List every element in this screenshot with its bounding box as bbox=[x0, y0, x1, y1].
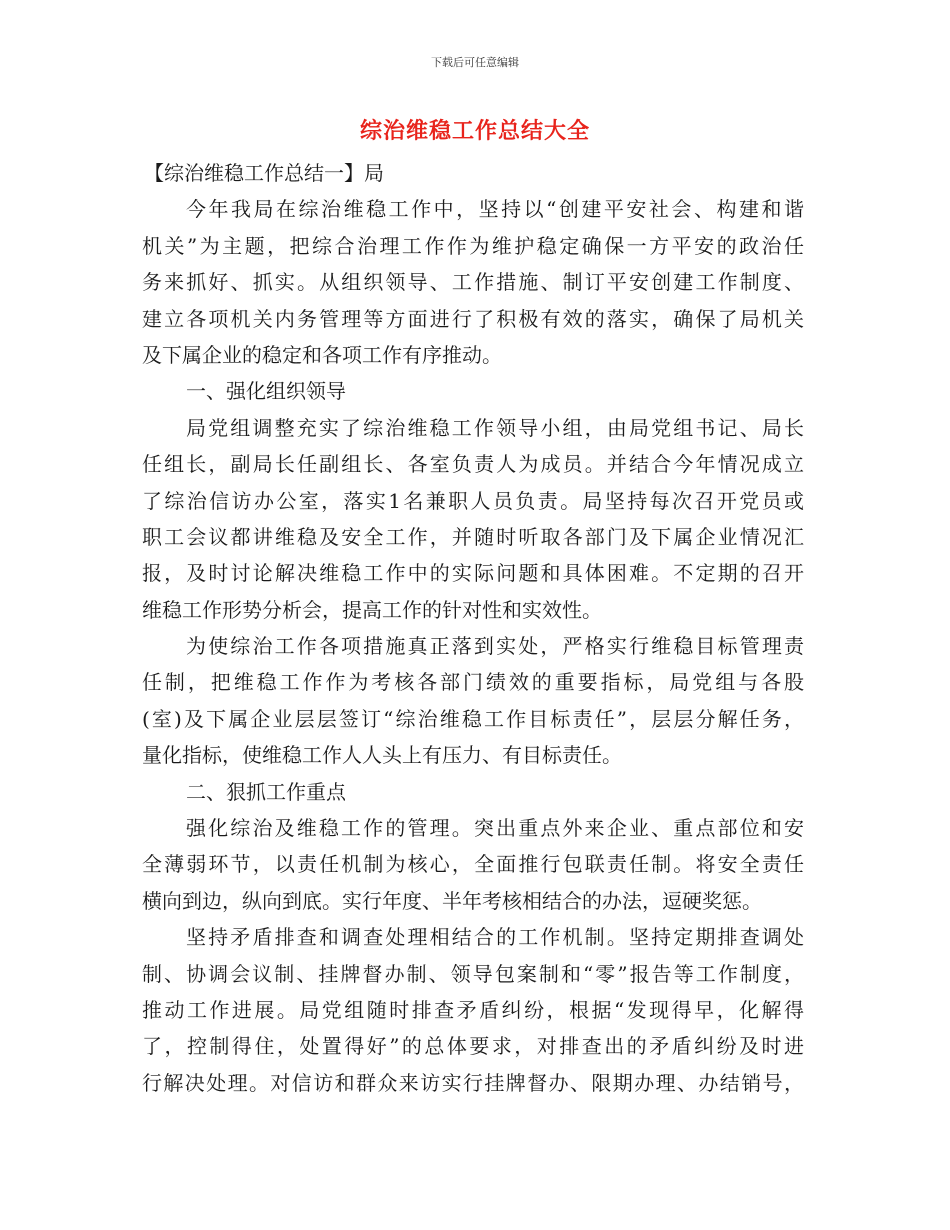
text-line: 务来抓好、抓实。从组织领导、工作措施、制订平安创建工作制度、 bbox=[142, 270, 804, 295]
text-line: 今年我局在综治维稳工作中，坚持以“创建平安社会、构建和谐 bbox=[186, 197, 804, 222]
text-line: 为使综治工作各项措施真正落到实处，严格实行维稳目标管理责 bbox=[186, 634, 804, 659]
text-line: 及下属企业的稳定和各项工作有序推动。 bbox=[142, 342, 502, 367]
text-line: 了综治信访办公室，落实1名兼职人员负责。局坚持每次召开党员或 bbox=[142, 488, 804, 513]
text-line: 机关”为主题，把综合治理工作作为维护稳定确保一方平安的政治任 bbox=[142, 233, 804, 258]
text-line: 【综治维稳工作总结一】局 bbox=[144, 161, 384, 185]
text-line: 量化指标，使维稳工作人人头上有压力、有目标责任。 bbox=[142, 743, 622, 768]
text-line: 全薄弱环节，以责任机制为核心，全面推行包联责任制。将安全责任 bbox=[142, 852, 804, 877]
text-line: 职工会议都讲维稳及安全工作，并随时听取各部门及下属企业情况汇 bbox=[142, 524, 804, 549]
text-line: 行解决处理。对信访和群众来访实行挂牌督办、限期办理、办结销号， bbox=[142, 1070, 804, 1095]
text-line: 二、狠抓工作重点 bbox=[186, 779, 346, 804]
text-line: 维稳工作形势分析会，提高工作的针对性和实效性。 bbox=[142, 597, 602, 622]
text-line: 制、协调会议制、挂牌督办制、领导包案制和“零”报告等工作制度， bbox=[142, 961, 804, 986]
text-line: 任制，把维稳工作作为考核各部门绩效的重要指标，局党组与各股 bbox=[142, 670, 804, 695]
text-line: 一、强化组织领导 bbox=[186, 379, 346, 404]
document-title: 综治维稳工作总结大全 bbox=[359, 119, 590, 144]
text-line: 局党组调整充实了综治维稳工作领导小组，由局党组书记、局长 bbox=[186, 415, 804, 440]
text-line: 了，控制得住，处置得好”的总体要求，对排查出的矛盾纠纷及时进 bbox=[142, 1034, 804, 1059]
text-line: 建立各项机关内务管理等方面进行了积极有效的落实，确保了局机关 bbox=[142, 306, 804, 331]
header-note: 下载后可任意编辑 bbox=[431, 56, 519, 69]
text-line: 横向到边，纵向到底。实行年度、半年考核相结合的办法，逗硬奖惩。 bbox=[142, 888, 762, 913]
text-line: (室)及下属企业层层签订“综治维稳工作目标责任”，层层分解任务， bbox=[142, 706, 804, 731]
text-line: 任组长，副局长任副组长、各室负责人为成员。并结合今年情况成立 bbox=[142, 452, 804, 477]
text-line: 报，及时讨论解决维稳工作中的实际问题和具体困难。不定期的召开 bbox=[142, 561, 804, 586]
document-body bbox=[142, 155, 804, 1101]
text-line: 推动工作进展。局党组随时排查矛盾纠纷，根据“发现得早，化解得 bbox=[142, 997, 804, 1022]
text-line: 强化综治及维稳工作的管理。突出重点外来企业、重点部位和安 bbox=[186, 816, 804, 841]
text-line: 坚持矛盾排查和调查处理相结合的工作机制。坚持定期排查调处 bbox=[186, 925, 804, 950]
